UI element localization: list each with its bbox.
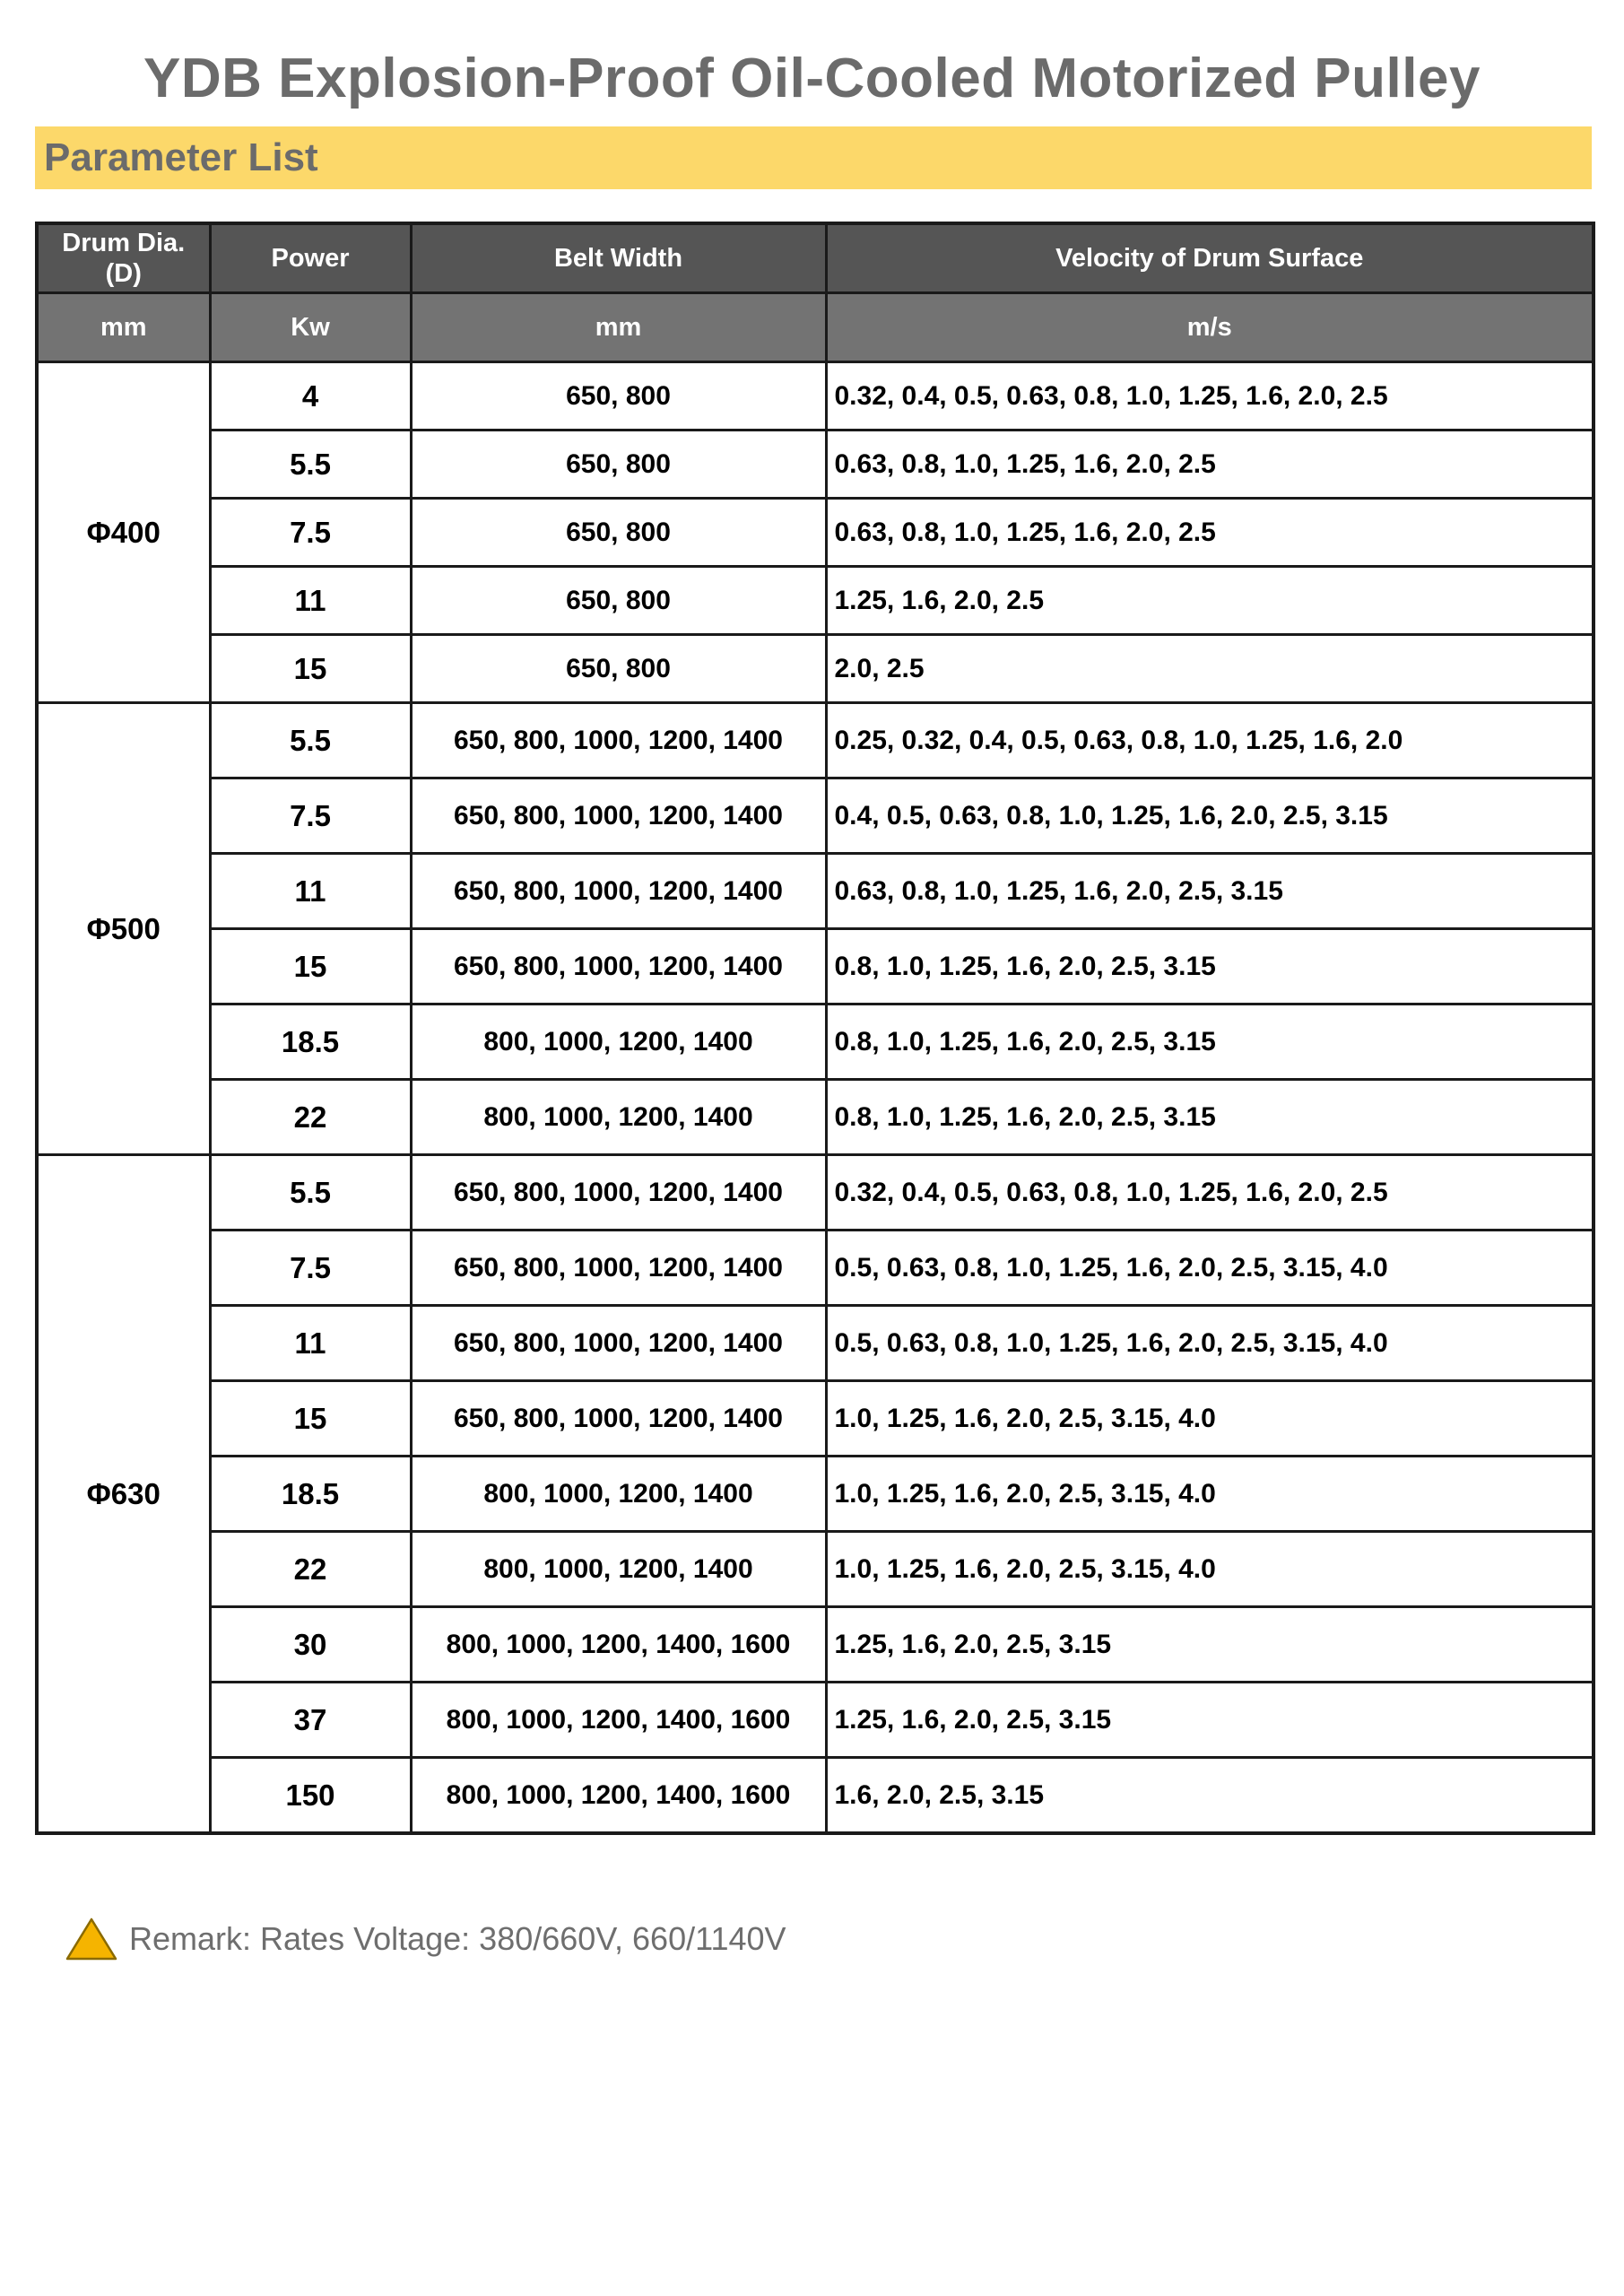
velocity-cell: 0.63, 0.8, 1.0, 1.25, 1.6, 2.0, 2.5, 3.15 xyxy=(826,854,1594,929)
section-title: Parameter List xyxy=(44,135,318,179)
belt-width-cell: 650, 800 xyxy=(411,499,826,567)
table-row xyxy=(37,1381,1594,1457)
power-cell: 11 xyxy=(210,567,411,635)
power-cell: 18.5 xyxy=(210,1457,411,1532)
power-cell: 5.5 xyxy=(210,1155,411,1231)
belt-width-cell: 650, 800, 1000, 1200, 1400 xyxy=(411,929,826,1004)
power-cell: 18.5 xyxy=(210,1004,411,1080)
section-header xyxy=(35,126,1592,189)
table-row xyxy=(37,703,1594,778)
page-title: YDB Explosion-Proof Oil-Cooled Motorized Pulley xyxy=(143,48,1481,109)
table-row xyxy=(37,778,1594,854)
table-row xyxy=(37,499,1594,567)
remark xyxy=(65,1917,786,1961)
table-body xyxy=(37,362,1594,1834)
table-row xyxy=(37,1607,1594,1683)
velocity-cell: 1.25, 1.6, 2.0, 2.5, 3.15 xyxy=(826,1607,1594,1683)
velocity-cell: 1.25, 1.6, 2.0, 2.5, 3.15 xyxy=(826,1683,1594,1758)
velocity-cell: 0.32, 0.4, 0.5, 0.63, 0.8, 1.0, 1.25, 1.6, 2.0, 2.5 xyxy=(826,1155,1594,1231)
velocity-cell: 0.25, 0.32, 0.4, 0.5, 0.63, 0.8, 1.0, 1.25, 1.6, 2.0 xyxy=(826,703,1594,778)
table-row xyxy=(37,1080,1594,1155)
velocity-cell: 0.5, 0.63, 0.8, 1.0, 1.25, 1.6, 2.0, 2.5, 3.15, 4.0 xyxy=(826,1231,1594,1306)
power-cell: 15 xyxy=(210,929,411,1004)
power-cell: 7.5 xyxy=(210,499,411,567)
power-cell: 7.5 xyxy=(210,778,411,854)
warning-triangle-icon xyxy=(65,1917,118,1961)
belt-width-cell: 800, 1000, 1200, 1400 xyxy=(411,1457,826,1532)
velocity-cell: 0.8, 1.0, 1.25, 1.6, 2.0, 2.5, 3.15 xyxy=(826,929,1594,1004)
velocity-cell: 2.0, 2.5 xyxy=(826,635,1594,703)
belt-width-cell: 650, 800, 1000, 1200, 1400 xyxy=(411,1231,826,1306)
drum-diameter-cell: Φ630 xyxy=(37,1155,210,1834)
header-velocity: Velocity of Drum Surface xyxy=(826,223,1594,293)
power-cell: 4 xyxy=(210,362,411,430)
belt-width-cell: 650, 800, 1000, 1200, 1400 xyxy=(411,1155,826,1231)
header-drum-dia: Drum Dia. (D) xyxy=(37,223,210,293)
power-cell: 15 xyxy=(210,635,411,703)
unit-belt-width: mm xyxy=(411,293,826,362)
table-row xyxy=(37,362,1594,430)
table-row xyxy=(37,1683,1594,1758)
velocity-cell: 1.6, 2.0, 2.5, 3.15 xyxy=(826,1758,1594,1834)
velocity-cell: 0.4, 0.5, 0.63, 0.8, 1.0, 1.25, 1.6, 2.0, 2.5, 3.15 xyxy=(826,778,1594,854)
belt-width-cell: 800, 1000, 1200, 1400, 1600 xyxy=(411,1607,826,1683)
unit-velocity: m/s xyxy=(826,293,1594,362)
table-row xyxy=(37,1004,1594,1080)
power-cell: 5.5 xyxy=(210,430,411,499)
belt-width-cell: 650, 800, 1000, 1200, 1400 xyxy=(411,1306,826,1381)
velocity-cell: 0.5, 0.63, 0.8, 1.0, 1.25, 1.6, 2.0, 2.5, 3.15, 4.0 xyxy=(826,1306,1594,1381)
velocity-cell: 0.8, 1.0, 1.25, 1.6, 2.0, 2.5, 3.15 xyxy=(826,1004,1594,1080)
power-cell: 30 xyxy=(210,1607,411,1683)
velocity-cell: 0.8, 1.0, 1.25, 1.6, 2.0, 2.5, 3.15 xyxy=(826,1080,1594,1155)
belt-width-cell: 650, 800 xyxy=(411,430,826,499)
power-cell: 7.5 xyxy=(210,1231,411,1306)
unit-drum-dia: mm xyxy=(37,293,210,362)
table-row xyxy=(37,1231,1594,1306)
table-row xyxy=(37,635,1594,703)
belt-width-cell: 800, 1000, 1200, 1400 xyxy=(411,1080,826,1155)
belt-width-cell: 650, 800, 1000, 1200, 1400 xyxy=(411,778,826,854)
belt-width-cell: 800, 1000, 1200, 1400 xyxy=(411,1532,826,1607)
units-row xyxy=(37,293,1594,362)
velocity-cell: 1.0, 1.25, 1.6, 2.0, 2.5, 3.15, 4.0 xyxy=(826,1457,1594,1532)
belt-width-cell: 800, 1000, 1200, 1400 xyxy=(411,1004,826,1080)
table-row xyxy=(37,1306,1594,1381)
parameter-table xyxy=(35,222,1595,1835)
table-row xyxy=(37,430,1594,499)
remark-text: Remark: Rates Voltage: 380/660V, 660/1140V xyxy=(129,1920,786,1957)
table-header xyxy=(37,223,1594,362)
velocity-cell: 1.0, 1.25, 1.6, 2.0, 2.5, 3.15, 4.0 xyxy=(826,1532,1594,1607)
velocity-cell: 0.63, 0.8, 1.0, 1.25, 1.6, 2.0, 2.5 xyxy=(826,499,1594,567)
belt-width-cell: 650, 800 xyxy=(411,567,826,635)
drum-diameter-cell: Φ400 xyxy=(37,362,210,703)
belt-width-cell: 650, 800, 1000, 1200, 1400 xyxy=(411,1381,826,1457)
belt-width-cell: 650, 800, 1000, 1200, 1400 xyxy=(411,703,826,778)
table-row xyxy=(37,567,1594,635)
belt-width-cell: 650, 800, 1000, 1200, 1400 xyxy=(411,854,826,929)
table-row xyxy=(37,1155,1594,1231)
velocity-cell: 0.32, 0.4, 0.5, 0.63, 0.8, 1.0, 1.25, 1.6, 2.0, 2.5 xyxy=(826,362,1594,430)
velocity-cell: 0.63, 0.8, 1.0, 1.25, 1.6, 2.0, 2.5 xyxy=(826,430,1594,499)
unit-power: Kw xyxy=(210,293,411,362)
header-power: Power xyxy=(210,223,411,293)
power-cell: 5.5 xyxy=(210,703,411,778)
table-row xyxy=(37,1532,1594,1607)
header-belt-width: Belt Width xyxy=(411,223,826,293)
drum-diameter-cell: Φ500 xyxy=(37,703,210,1155)
table-row xyxy=(37,929,1594,1004)
velocity-cell: 1.25, 1.6, 2.0, 2.5 xyxy=(826,567,1594,635)
table-row xyxy=(37,854,1594,929)
power-cell: 150 xyxy=(210,1758,411,1834)
power-cell: 37 xyxy=(210,1683,411,1758)
header-row xyxy=(37,223,1594,293)
power-cell: 11 xyxy=(210,854,411,929)
belt-width-cell: 650, 800 xyxy=(411,635,826,703)
power-cell: 22 xyxy=(210,1080,411,1155)
belt-width-cell: 650, 800 xyxy=(411,362,826,430)
table-row xyxy=(37,1457,1594,1532)
belt-width-cell: 800, 1000, 1200, 1400, 1600 xyxy=(411,1758,826,1834)
power-cell: 15 xyxy=(210,1381,411,1457)
velocity-cell: 1.0, 1.25, 1.6, 2.0, 2.5, 3.15, 4.0 xyxy=(826,1381,1594,1457)
power-cell: 11 xyxy=(210,1306,411,1381)
table-row xyxy=(37,1758,1594,1834)
power-cell: 22 xyxy=(210,1532,411,1607)
belt-width-cell: 800, 1000, 1200, 1400, 1600 xyxy=(411,1683,826,1758)
